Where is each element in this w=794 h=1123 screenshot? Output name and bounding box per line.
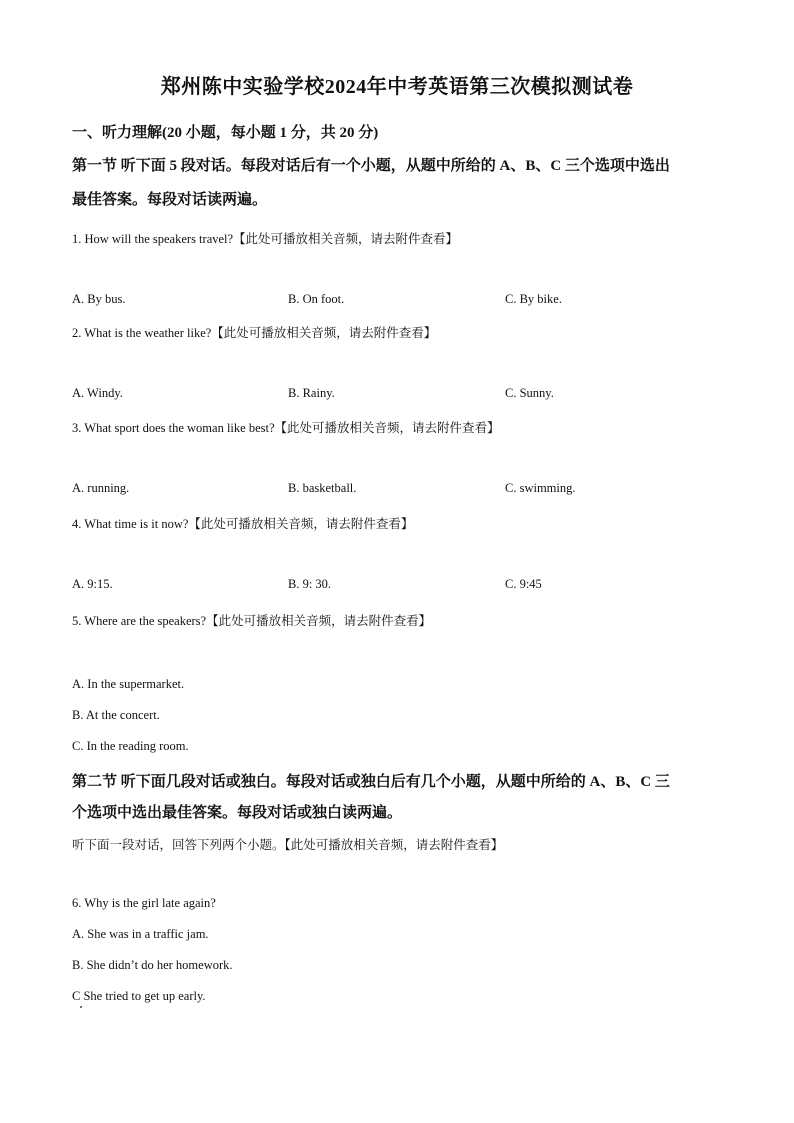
question-2-stem: 2. What is the weather like?【此处可播放相关音频，请去附件查看】 xyxy=(72,326,437,340)
section2-instruction-line1: 第二节 听下面几段对话或独白。每段对话或独白后有几个小题，从题中所给的 A、B、C 三 xyxy=(72,774,670,790)
question-4-option-a: A. 9:15. xyxy=(72,577,113,591)
question-2-option-b: B. Rainy. xyxy=(288,386,335,400)
question-6-option-b: B. She didn’t do her homework. xyxy=(72,958,233,972)
question-5-option-c: C. In the reading room. xyxy=(72,739,189,753)
question-2-option-a: A. Windy. xyxy=(72,386,123,400)
page-title: 郑州陈中实验学校2024年中考英语第三次模拟测试卷 xyxy=(160,76,634,98)
section2-dialogue-instruction: 听下面一段对话，回答下列两个小题。【此处可播放相关音频，请去附件查看】 xyxy=(72,838,504,852)
part1-heading: 一、听力理解(20 小题，每小题 1 分，共 20 分) xyxy=(72,125,379,141)
section2-instruction-line2: 个选项中选出最佳答案。每段对话或独白读两遍。 xyxy=(72,805,403,821)
question-6-option-c: C She tried to get up early. xyxy=(72,989,206,1003)
question-4-stem: 4. What time is it now?【此处可播放相关音频，请去附件查看】 xyxy=(72,517,414,531)
question-5-option-a: A. In the supermarket. xyxy=(72,677,185,691)
question-3-stem: 3. What sport does the woman like best?【此处可播放相关音频，请去附件查看】 xyxy=(72,421,500,435)
question-5-option-b: B. At the concert. xyxy=(72,708,160,722)
question-3-option-b: B. basketball. xyxy=(288,481,357,495)
question-4-option-c: C. 9:45 xyxy=(505,577,542,591)
section1-instruction-line2: 最佳答案。每段对话读两遍。 xyxy=(72,192,268,208)
stray-mark xyxy=(80,1006,82,1008)
question-1-option-c: C. By bike. xyxy=(505,292,562,306)
question-5-stem: 5. Where are the speakers?【此处可播放相关音频，请去附件查看】 xyxy=(72,614,432,628)
question-1-option-b: B. On foot. xyxy=(288,292,345,306)
question-6-stem: 6. Why is the girl late again? xyxy=(72,896,216,910)
question-3-option-c: C. swimming. xyxy=(505,481,576,495)
section1-instruction-line1: 第一节 听下面 5 段对话。每段对话后有一个小题，从题中所给的 A、B、C 三个选项中选出 xyxy=(72,158,670,174)
question-1-option-a: A. By bus. xyxy=(72,292,126,306)
question-1-stem: 1. How will the speakers travel?【此处可播放相关音频，请去附件查看】 xyxy=(72,232,459,246)
question-4-option-b: B. 9: 30. xyxy=(288,577,332,591)
question-3-option-a: A. running. xyxy=(72,481,130,495)
question-6-option-a: A. She was in a traffic jam. xyxy=(72,927,209,941)
question-2-option-c: C. Sunny. xyxy=(505,386,554,400)
